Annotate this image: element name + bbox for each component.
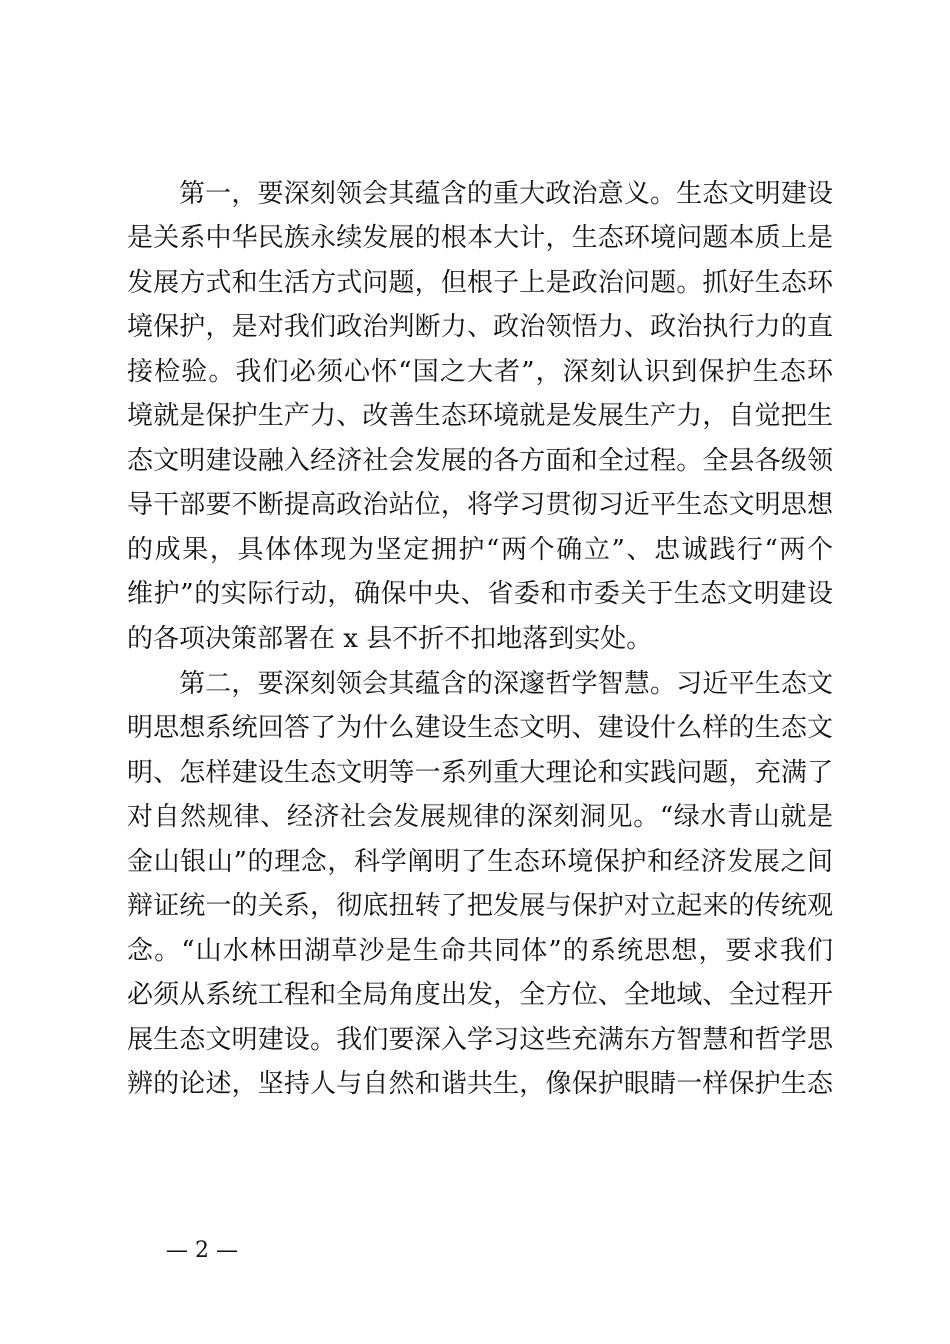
paragraph-line: 必须从系统工程和全局角度出发，全方位、全地域、全过程开: [127, 980, 833, 1010]
paragraph-line: 辩证统一的关系，彻底扭转了把发展与保护对立起来的传统观: [127, 891, 833, 921]
page-number: — 2 —: [166, 1238, 238, 1263]
paragraph-line: 明、怎样建设生态文明等一系列重大理论和实践问题，充满了: [127, 758, 833, 788]
paragraph-line: 的各项决策部署在 x 县不折不扣地落到实处。: [127, 624, 653, 654]
paragraph-line: 辨的论述，坚持人与自然和谐共生，像保护眼睛一样保护生态: [127, 1069, 833, 1099]
paragraph-line: 是关系中华民族永续发展的根本大计，生态环境问题本质上是: [127, 223, 833, 253]
paragraph-line: 接检验。我们必须心怀“国之大者”，深刻认识到保护生态环: [127, 357, 833, 387]
paragraph-line: 念。“山水林田湖草沙是生命共同体”的系统思想，要求我们: [127, 936, 833, 966]
paragraph-line: 维护”的实际行动，确保中央、省委和市委关于生态文明建设: [127, 579, 833, 609]
paragraph-line: 明思想系统回答了为什么建设生态文明、建设什么样的生态文: [127, 713, 833, 743]
paragraph-line: 发展方式和生活方式问题，但根子上是政治问题。抓好生态环: [127, 268, 833, 298]
paragraph-line: 展生态文明建设。我们要深入学习这些充满东方智慧和哲学思: [127, 1025, 833, 1055]
paragraph-line: 的成果，具体体现为坚定拥护“两个确立”、忠诚践行“两个: [127, 535, 833, 565]
paragraph-line: 金山银山”的理念，科学阐明了生态环境保护和经济发展之间: [127, 847, 833, 877]
paragraph-line: 境就是保护生产力、改善生态环境就是发展生产力，自觉把生: [127, 401, 833, 431]
paragraph-line: 第一，要深刻领会其蕴含的重大政治意义。生态文明建设: [179, 179, 833, 209]
paragraph-line: 导干部要不断提高政治站位，将学习贯彻习近平生态文明思想: [127, 490, 833, 520]
paragraph-line: 对自然规律、经济社会发展规律的深刻洞见。“绿水青山就是: [127, 802, 833, 832]
paragraph-line: 态文明建设融入经济社会发展的各方面和全过程。全县各级领: [127, 446, 833, 476]
paragraph-line: 第二，要深刻领会其蕴含的深邃哲学智慧。习近平生态文: [179, 669, 833, 699]
paragraph-line: 境保护，是对我们政治判断力、政治领悟力、政治执行力的直: [127, 312, 833, 342]
